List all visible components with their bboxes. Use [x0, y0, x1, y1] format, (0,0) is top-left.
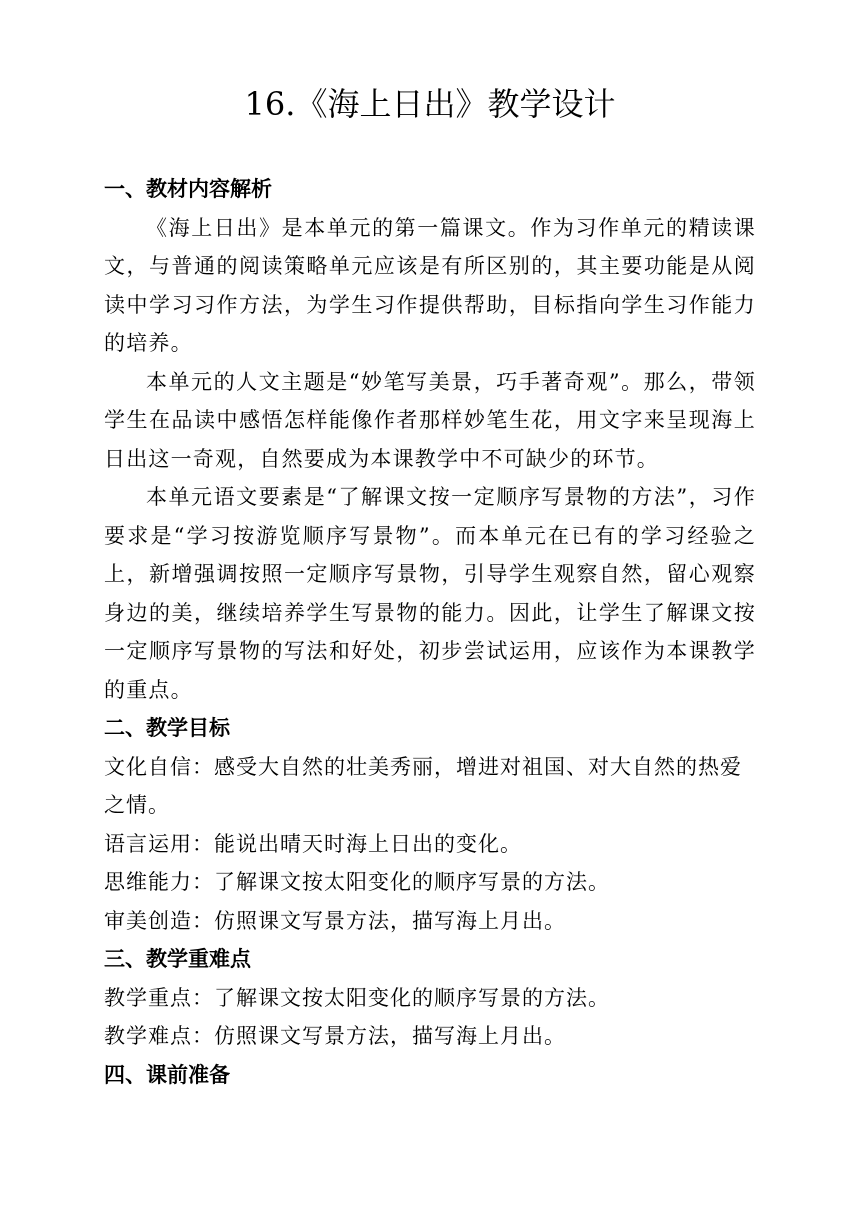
section-heading-textbook-analysis: 一、教材内容解析 — [104, 177, 272, 201]
key-point-difficulty: 教学难点：仿照课文写景方法，描写海上月出。 — [104, 1024, 566, 1048]
paragraph-textbook-analysis-2: 本单元的人文主题是“妙笔写美景，巧手著奇观”。那么，带领学生在品读中感悟怎样能像作者那样妙笔生花，用文字来呈现海上日出这一奇观，自然要成为本课教学中不可缺少的环节。 — [104, 369, 756, 471]
paragraph-textbook-analysis-3: 本单元语文要素是“了解课文按一定顺序写景物的方法”，习作要求是“学习按游览顺序写景物”。而本单元在已有的学习经验之上，新增强调按照一定顺序写景物，引导学生观察自然，留心观察身边的美，继续培养学生写景物的能力。因此，让学生了解课文按一定顺序写景物的写法和好处，初步尝试运用，应该作为本课教学的重点。 — [104, 485, 756, 702]
goal-language-use: 语言运用：能说出晴天时海上日出的变化。 — [104, 831, 522, 856]
goal-aesthetic-creation: 审美创造：仿照课文写景方法，描写海上月出。 — [104, 908, 566, 933]
document-title: 16.《海上日出》教学设计 — [244, 85, 616, 123]
goal-cultural-confidence: 文化自信：感受大自然的壮美秀丽，增进对祖国、对大自然的热爱之情。 — [104, 754, 742, 817]
section-heading-preparation: 四、课前准备 — [104, 1062, 230, 1087]
document-body — [104, 170, 756, 1094]
section-heading-key-points: 三、教学重难点 — [104, 947, 251, 971]
section-heading-teaching-goals: 二、教学目标 — [104, 716, 230, 740]
key-point-focus: 教学重点：了解课文按太阳变化的顺序写景的方法。 — [104, 985, 610, 1010]
goal-thinking-ability: 思维能力：了解课文按太阳变化的顺序写景的方法。 — [104, 870, 610, 894]
paragraph-textbook-analysis-1: 《海上日出》是本单元的第一篇课文。作为习作单元的精读课文，与普通的阅读策略单元应该是有所区别的，其主要功能是从阅读中学习习作方法，为学生习作提供帮助，目标指向学生习作能力的培养。 — [104, 215, 756, 355]
